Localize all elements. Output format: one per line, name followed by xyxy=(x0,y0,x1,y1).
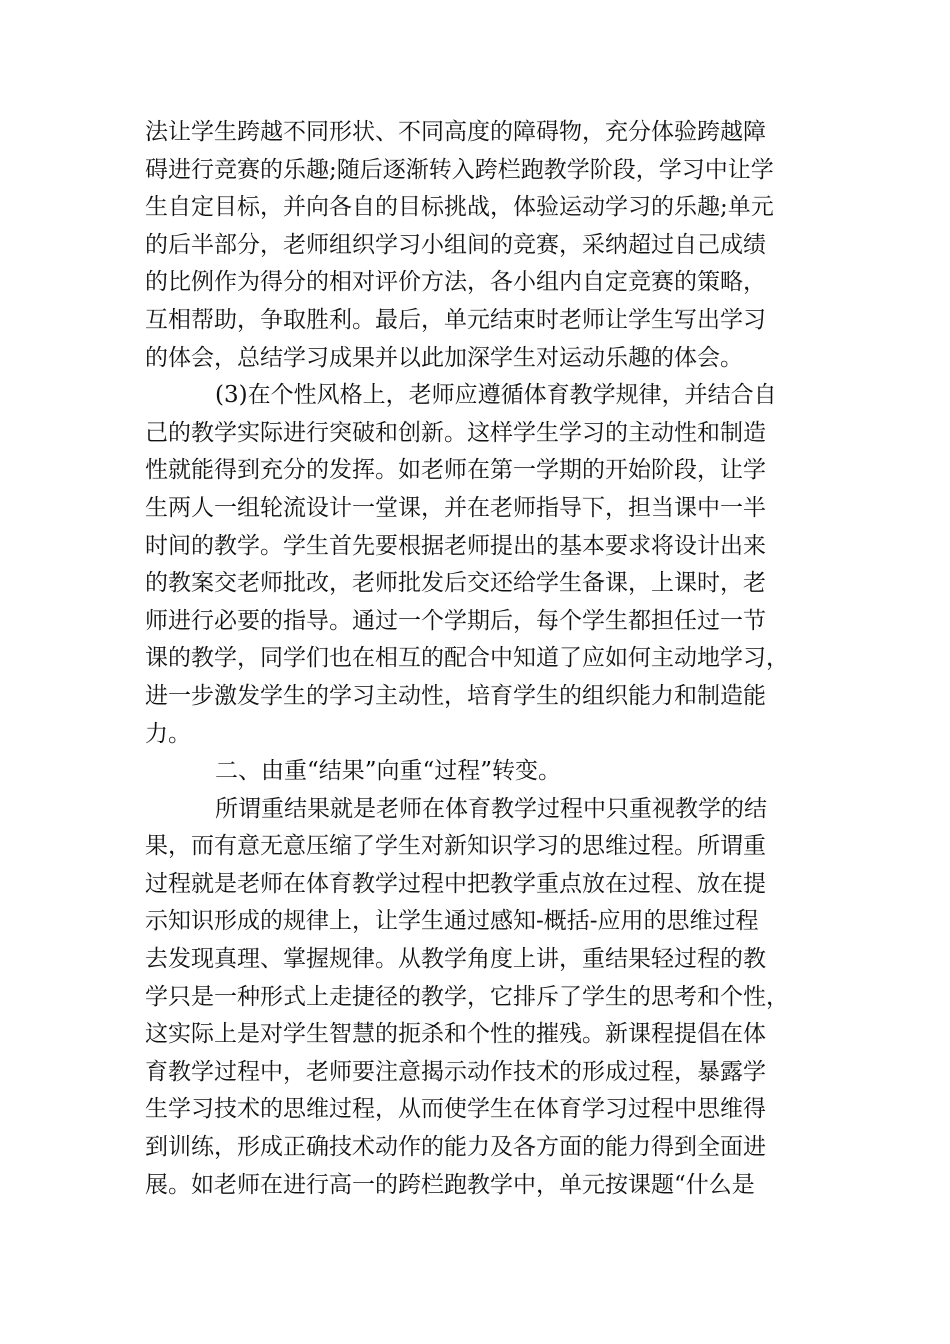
text-line: 课的教学，同学们也在相互的配合中知道了应如何主动地学习， xyxy=(145,645,789,672)
text-line: 示知识形成的规律上，让学生通过感知-概括-应用的思维过程 xyxy=(145,908,759,935)
text-line: 育教学过程中，老师要注意揭示动作技术的形成过程，暴露学 xyxy=(145,1058,766,1085)
text-line: 的后半部分，老师组织学习小组间的竞赛，采纳超过自己成绩 xyxy=(145,231,766,258)
text-line: 己的教学实际进行突破和创新。这样学生学习的主动性和制造 xyxy=(145,419,766,446)
text-line: 互相帮助，争取胜利。最后，单元结束时老师让学生写出学习 xyxy=(145,306,766,333)
text-line: 果，而有意无意压缩了学生对新知识学习的思维过程。所谓重 xyxy=(145,833,766,860)
body-text xyxy=(145,114,805,1204)
text-line: 的教案交老师批改，老师批发后交还给学生备课，上课时，老 xyxy=(145,570,766,597)
text-line: 碍进行竞赛的乐趣;随后逐渐转入跨栏跑教学阶段，学习中让学 xyxy=(145,156,774,183)
text-line: 生学习技术的思维过程，从而使学生在体育学习过程中思维得 xyxy=(145,1096,766,1123)
text-line: 学只是一种形式上走捷径的教学，它排斥了学生的思考和个性， xyxy=(145,983,789,1010)
paragraph-start-line: (3)在个性风格上，老师应遵循体育教学规律，并结合自 xyxy=(215,382,777,409)
text-line: 时间的教学。学生首先要根据老师提出的基本要求将设计出来 xyxy=(145,532,766,559)
text-line: 性就能得到充分的发挥。如老师在第一学期的开始阶段，让学 xyxy=(145,457,766,484)
text-line: 师进行必要的指导。通过一个学期后，每个学生都担任过一节 xyxy=(145,607,766,634)
paragraph-start-line: 所谓重结果就是老师在体育教学过程中只重视教学的结 xyxy=(215,795,767,822)
text-line: 这实际上是对学生智慧的扼杀和个性的摧残。新课程提倡在体 xyxy=(145,1021,766,1048)
text-line: 力。 xyxy=(145,720,191,747)
text-line: 的比例作为得分的相对评价方法，各小组内自定竞赛的策略， xyxy=(145,269,766,296)
text-line: 展。如老师在进行高一的跨栏跑教学中，单元按课题“什么是 xyxy=(145,1171,755,1198)
text-line: 去发现真理、掌握规律。从教学角度上讲，重结果轻过程的教 xyxy=(145,946,766,973)
text-line: 生自定目标，并向各自的目标挑战，体验运动学习的乐趣;单元 xyxy=(145,194,774,221)
text-line: 的体会，总结学习成果并以此加深学生对运动乐趣的体会。 xyxy=(145,344,743,371)
section-heading: 二、由重“结果”向重“过程”转变。 xyxy=(215,758,562,785)
text-line: 生两人一组轮流设计一堂课，并在老师指导下，担当课中一半 xyxy=(145,494,766,521)
text-line: 过程就是老师在体育教学过程中把教学重点放在过程、放在提 xyxy=(145,870,766,897)
text-line: 法让学生跨越不同形状、不同高度的障碍物，充分体验跨越障 xyxy=(145,119,766,145)
text-line: 到训练，形成正确技术动作的能力及各方面的能力得到全面进 xyxy=(145,1134,766,1161)
text-line: 进一步激发学生的学习主动性，培育学生的组织能力和制造能 xyxy=(145,682,766,709)
